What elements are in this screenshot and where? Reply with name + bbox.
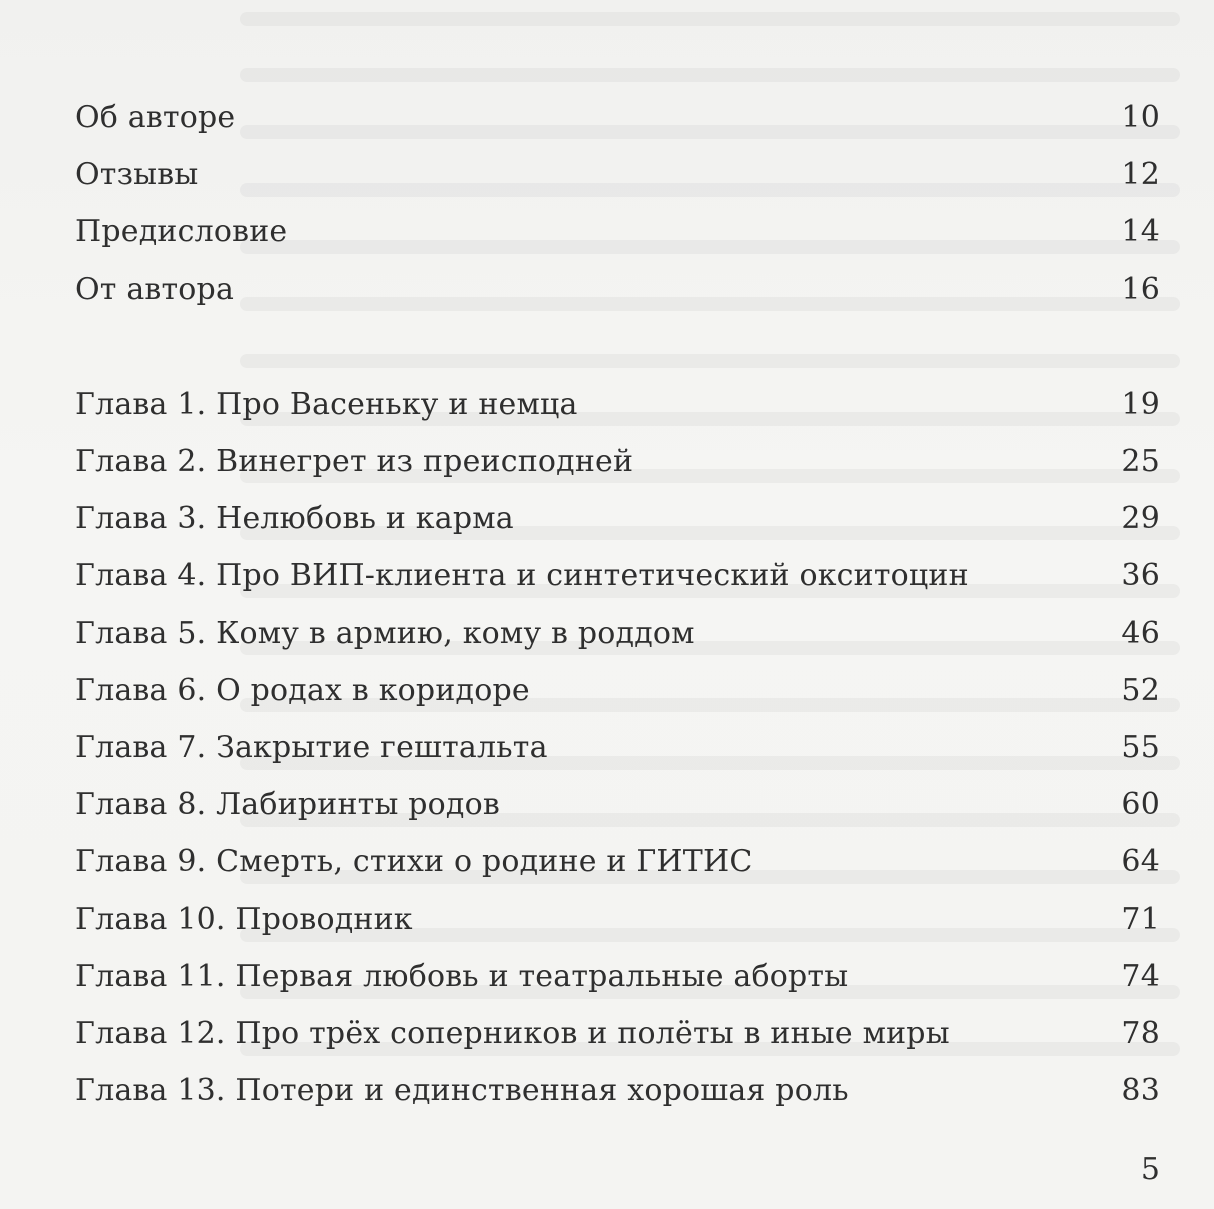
bleed-through-line xyxy=(240,68,1180,82)
toc-entry-page: 29 xyxy=(1121,501,1160,536)
toc-entry-chapter-10 xyxy=(75,900,1160,940)
toc-entry-chapter-4 xyxy=(75,556,1160,596)
toc-entry-chapter-13 xyxy=(75,1071,1160,1111)
toc-entry-page: 25 xyxy=(1121,444,1160,479)
toc-entry-page: 71 xyxy=(1121,902,1160,937)
toc-entry-preface xyxy=(75,212,1160,252)
toc-entry-title: Глава 6. О родах в коридоре xyxy=(75,673,530,708)
toc-entry-title: Глава 1. Про Васеньку и немца xyxy=(75,387,578,422)
toc-entry-page: 12 xyxy=(1121,157,1160,192)
toc-entry-page: 36 xyxy=(1121,558,1160,593)
toc-entry-chapter-7 xyxy=(75,728,1160,768)
toc-entry-title: Глава 4. Про ВИП-клиента и синтетический окситоцин xyxy=(75,558,969,593)
toc-entry-title: От автора xyxy=(75,272,235,307)
toc-entry-page: 52 xyxy=(1121,673,1160,708)
toc-entry-title: Об авторе xyxy=(75,100,236,135)
toc-entry-reviews xyxy=(75,155,1160,195)
toc-entry-title: Глава 3. Нелюбовь и карма xyxy=(75,501,514,536)
bleed-through-line xyxy=(240,354,1180,368)
toc-entry-from-author xyxy=(75,270,1160,310)
toc-entry-title: Глава 8. Лабиринты родов xyxy=(75,787,500,822)
page-number: 5 xyxy=(1140,1152,1160,1187)
toc-entry-chapter-1 xyxy=(75,385,1160,425)
toc-entry-page: 60 xyxy=(1121,787,1160,822)
toc-entry-page: 46 xyxy=(1121,616,1160,651)
toc-entry-chapter-2 xyxy=(75,442,1160,482)
toc-entry-title: Глава 9. Смерть, стихи о родине и ГИТИС xyxy=(75,844,753,879)
toc-entry-page: 10 xyxy=(1121,100,1160,135)
toc-entry-chapter-3 xyxy=(75,499,1160,539)
toc-entry-title: Отзывы xyxy=(75,157,199,192)
toc-entry-title: Глава 5. Кому в армию, кому в роддом xyxy=(75,616,695,651)
toc-entry-chapter-6 xyxy=(75,671,1160,711)
toc-entry-page: 74 xyxy=(1121,959,1160,994)
toc-entry-title: Глава 13. Потери и единственная хорошая роль xyxy=(75,1073,849,1108)
toc-entry-chapter-5 xyxy=(75,614,1160,654)
toc-entry-chapter-8 xyxy=(75,785,1160,825)
toc-entry-chapter-11 xyxy=(75,957,1160,997)
toc-entry-page: 19 xyxy=(1121,387,1160,422)
toc-entry-title: Глава 10. Проводник xyxy=(75,902,413,937)
toc-entry-title: Глава 2. Винегрет из преисподней xyxy=(75,444,634,479)
toc-entry-page: 78 xyxy=(1121,1016,1160,1051)
toc-entry-title: Глава 7. Закрытие гештальта xyxy=(75,730,548,765)
toc-entry-title: Предисловие xyxy=(75,214,288,249)
toc-entry-title: Глава 11. Первая любовь и театральные аборты xyxy=(75,959,849,994)
toc-entry-title: Глава 12. Про трёх соперников и полёты в иные миры xyxy=(75,1016,950,1051)
toc-entry-page: 83 xyxy=(1121,1073,1160,1108)
toc-entry-page: 55 xyxy=(1121,730,1160,765)
toc-entry-page: 16 xyxy=(1121,272,1160,307)
toc-entry-page: 64 xyxy=(1121,844,1160,879)
bleed-through-line xyxy=(240,12,1180,26)
toc-entry-page: 14 xyxy=(1121,214,1160,249)
toc-entry-chapter-9 xyxy=(75,842,1160,882)
toc-entry-chapter-12 xyxy=(75,1014,1160,1054)
toc-entry-about-author xyxy=(75,98,1160,138)
